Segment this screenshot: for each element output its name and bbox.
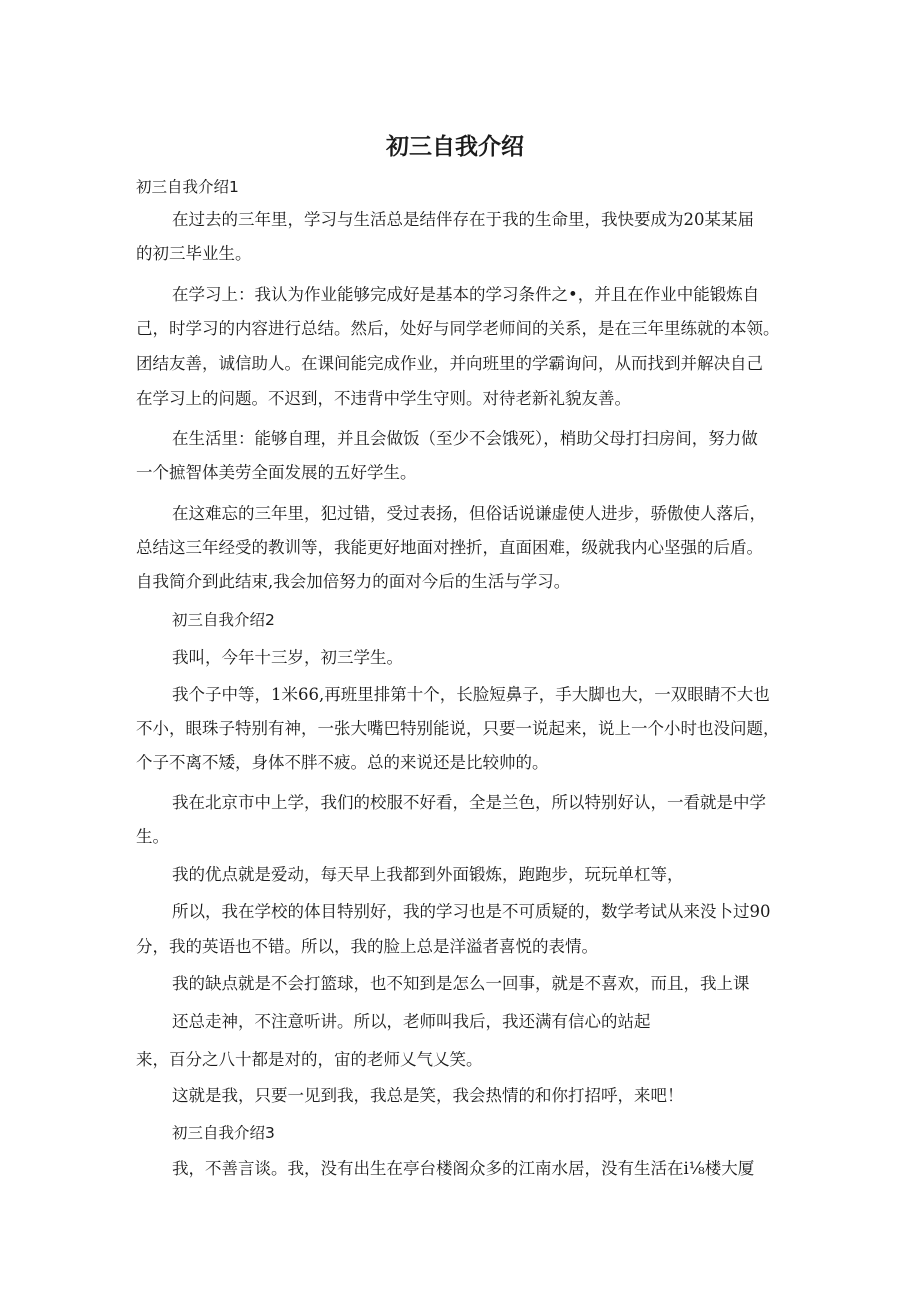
paragraph-line: 在这难忘的三年里，犯过错，受过表扬，但俗话说谦虚使人进步，骄傲使人落后，: [172, 504, 766, 523]
paragraph-line: 不小，眼珠子特别有神，一张大嘴巴特别能说，只要一说起来，说上一个小时也没问题，: [136, 719, 780, 738]
paragraph-line: 我在北京市中上学，我们的校服不好看，全是兰色，所以特别好认，一看就是中学: [172, 793, 766, 812]
paragraph-line: 团结友善，诚信助人。在课间能完成作业，并向班里的学霸询问，从而找到并解决自己: [136, 354, 763, 373]
paragraph-line: 在生活里：能够自理，并且会做饭（至少不会饿死），梢助父母打扫房间，努力做: [172, 429, 758, 448]
paragraph-line: 总结这三年经受的教训等，我能更好地面对挫折，直面困难，级就我内心坚强的后盾。: [136, 538, 763, 557]
paragraph-line: 的初三毕业生。: [136, 244, 252, 263]
paragraph-line: 我的优点就是爱动，每天早上我都到外面锻炼，跑跑步，玩玩单杠等，: [172, 865, 684, 884]
section-heading-1: 初三自我介绍1: [136, 178, 239, 196]
paragraph-line: 还总走神，不注意听讲。所以，老师叫我后，我还满有信心的站起: [172, 1012, 651, 1031]
paragraph-line: 我，不善言谈。我，没有出生在亭台楼阁众多的江南水居，没有生活在i⅛楼大厦: [172, 1159, 755, 1178]
paragraph-line: 所以，我在学校的体目特别好，我的学习也是不可质疑的，数学考试从来没卜过90: [172, 902, 771, 921]
paragraph-line: 我个子中等，1米66,再班里排第十个，长脸短鼻子，手大脚也大，一双眼睛不大也: [172, 685, 770, 704]
paragraph-line: 我叫，今年十三岁，初三学生。: [172, 648, 403, 667]
paragraph-line: 这就是我，只要一见到我，我总是笑，我会热情的和你打招呼，来吧！: [172, 1086, 684, 1105]
paragraph-line: 己，时学习的内容进行总结。然后，处好与同学老师间的关系，是在三年里练就的本领。: [136, 319, 780, 338]
paragraph-line: 在学习上：我认为作业能够完成好是基本的学习条件之•，并且在作业中能锻炼自: [172, 285, 760, 304]
section-heading-2: 初三自我介绍2: [172, 611, 275, 629]
paragraph-line: 在过去的三年里，学习与生活总是结伴存在于我的生命里，我快要成为20某某届: [172, 210, 754, 229]
document-title: 初三自我介绍: [386, 134, 524, 160]
paragraph-line: 个子不离不矮，身体不胖不疲。总的来说还是比较帅的。: [136, 753, 549, 772]
paragraph-line: 我的缺点就是不会打篮球，也不知到是怎么一回事，就是不喜欢，而且，我上课: [172, 974, 750, 993]
paragraph-line: 来，百分之八十都是对的，宙的老师乂气乂笑。: [136, 1050, 483, 1069]
paragraph-line: 在学习上的问题。不迟到，不违背中学生守则。对待老新礼貌友善。: [136, 389, 631, 408]
paragraph-line: 分，我的英语也不错。所以，我的脸上总是洋溢者喜悦的表情。: [136, 937, 598, 956]
paragraph-line: 自我简介到此结束,我会加倍努力的面对今后的生活与学习。: [136, 572, 571, 591]
paragraph-line: 一个摭智体美劳全面发展的五好学生。: [136, 463, 417, 482]
paragraph-line: 生。: [136, 827, 169, 846]
section-heading-3: 初三自我介绍3: [172, 1124, 275, 1142]
